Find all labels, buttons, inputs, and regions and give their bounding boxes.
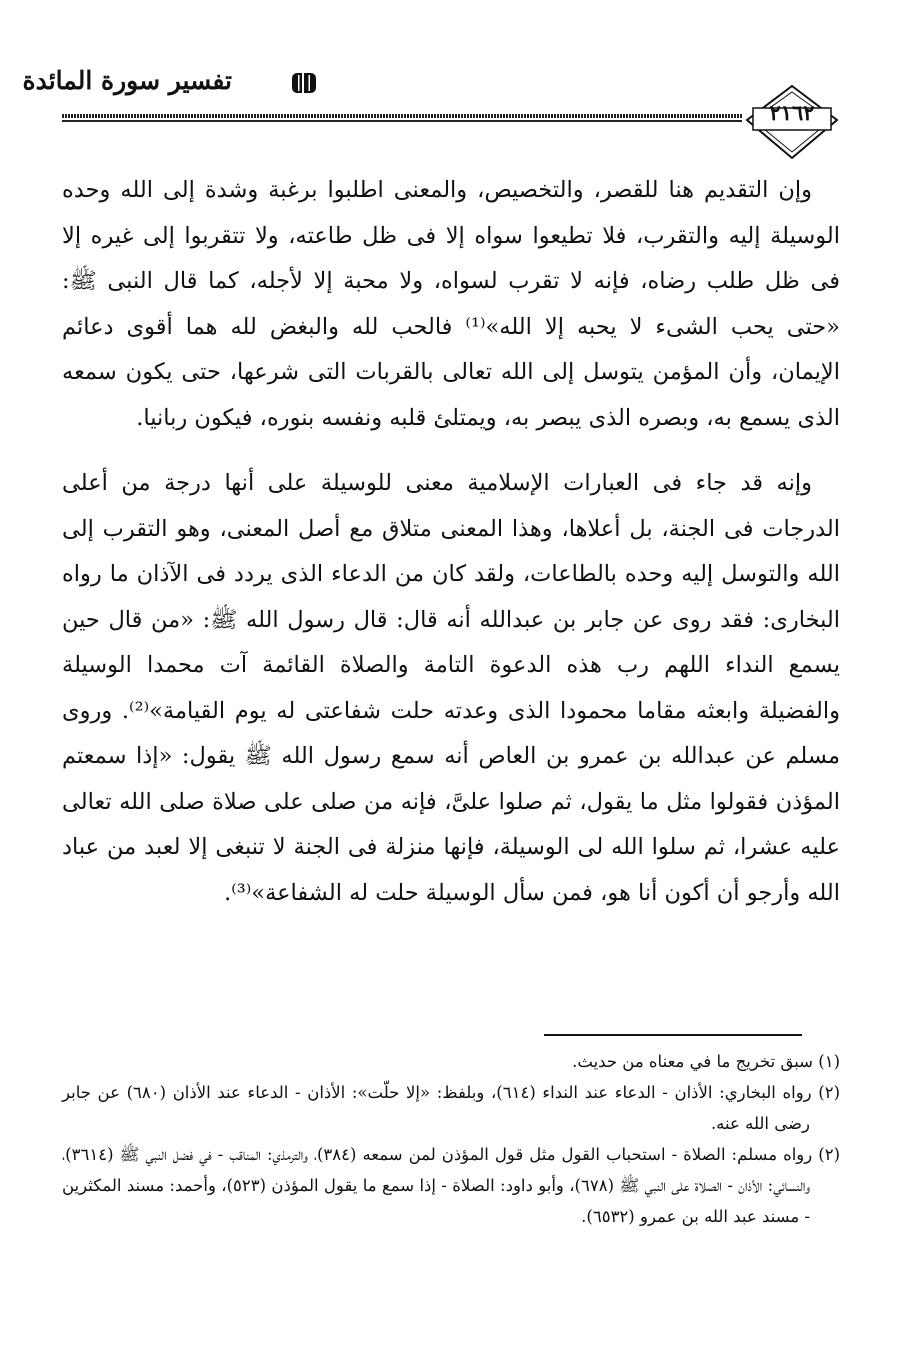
header-rule-dotted	[62, 114, 742, 118]
paragraph: وإن التقديم هنا للقصر، والتخصيص، والمعنى اطلبوا برغبة وشدة إلى الله وحده الوسيلة إليه والتقرب، فلا تطيعوا سواه إلا فى ظل طاعته، ولا تتقربوا إلى غيره إلا فى ظل طلب رضاه، فإنه لا تقرب لسواه، ولا محبة إلا لأجله، كما قال النبى ﷺ: «حتى يحب الشىء لا يحبه إلا الله»⁽¹⁾ فالحب لله والبغض لله هما أقوى دعائم الإيمان، وأن المؤمن يتوسل إلى الله تعالى بالقربات التى شرعها، حتى يكون سمعه الذى يسمع به، وبصره الذى يبصر به، ويمتلئ قلبه ونفسه بنوره، فيكون ربانيا.	[62, 177, 840, 431]
ornament-icon	[289, 70, 319, 96]
page-number: ٢١٦٢	[769, 100, 815, 125]
running-title: تفسير سورة المائدة	[22, 66, 232, 95]
footnote-separator	[544, 1034, 802, 1036]
footnote: (٢) رواه مسلم: الصلاة - استحباب القول مثل قول المؤذن لمن سمعه (٣٨٤)، والترمذي: المناقب - في فضل النبي ﷺ (٣٦١٤)، والنسائي: الأذان - الصلاة على النبي ﷺ (٦٧٨)، وأبو داود: الصلاة - إذا سمع ما يقول المؤذن (٥٢٣)، وأحمد: مسند المكثرين - مسند عبد الله بن عمرو (٦٥٣٢).	[62, 1145, 840, 1226]
footnotes	[62, 1046, 840, 1232]
header-rule-line	[62, 120, 742, 122]
paragraph: وإنه قد جاء فى العبارات الإسلامية معنى للوسيلة على أنها درجة من أعلى الدرجات فى الجنة، بل أعلاها، وهذا المعنى متلاق مع أصل المعنى، وهو التقرب إلى الله والتوسل إليه وحده بالطاعات، ولقد كان من الدعاء الذى يردد فى الآذان ما رواه البخارى: فقد روى عن جابر بن عبدالله أنه قال: قال رسول الله ﷺ: «من قال حين يسمع النداء اللهم رب هذه الدعوة التامة والصلاة القائمة آت محمدا الوسيلة والفضيلة وابعثه مقاما محمودا الذى وعدته حلت شفاعتى له يوم القيامة»⁽²⁾. وروى مسلم عن عبدالله بن عمرو بن العاص أنه سمع رسول الله ﷺ يقول: «إذا سمعتم المؤذن فقولوا مثل ما يقول، ثم صلوا علىَّ، فإنه من صلى على صلاة صلى الله تعالى عليه عشرا، ثم سلوا الله لى الوسيلة، فإنها منزلة فى الجنة لا تنبغى إلا لعبد من عباد الله وأرجو أن أكون أنا هو، فمن سأل الوسيلة حلت له الشفاعة»⁽³⁾.	[62, 470, 840, 906]
footnote: (٢) رواه البخاري: الأذان - الدعاء عند النداء (٦١٤)، وبلفظ: «إلا حلّت»: الأذان - الدعاء عند الأذان (٦٨٠) عن جابر رضى الله عنه.	[62, 1083, 841, 1133]
footnote: (١) سبق تخريج ما في معناه من حديث.	[572, 1052, 840, 1071]
main-text	[62, 168, 840, 916]
